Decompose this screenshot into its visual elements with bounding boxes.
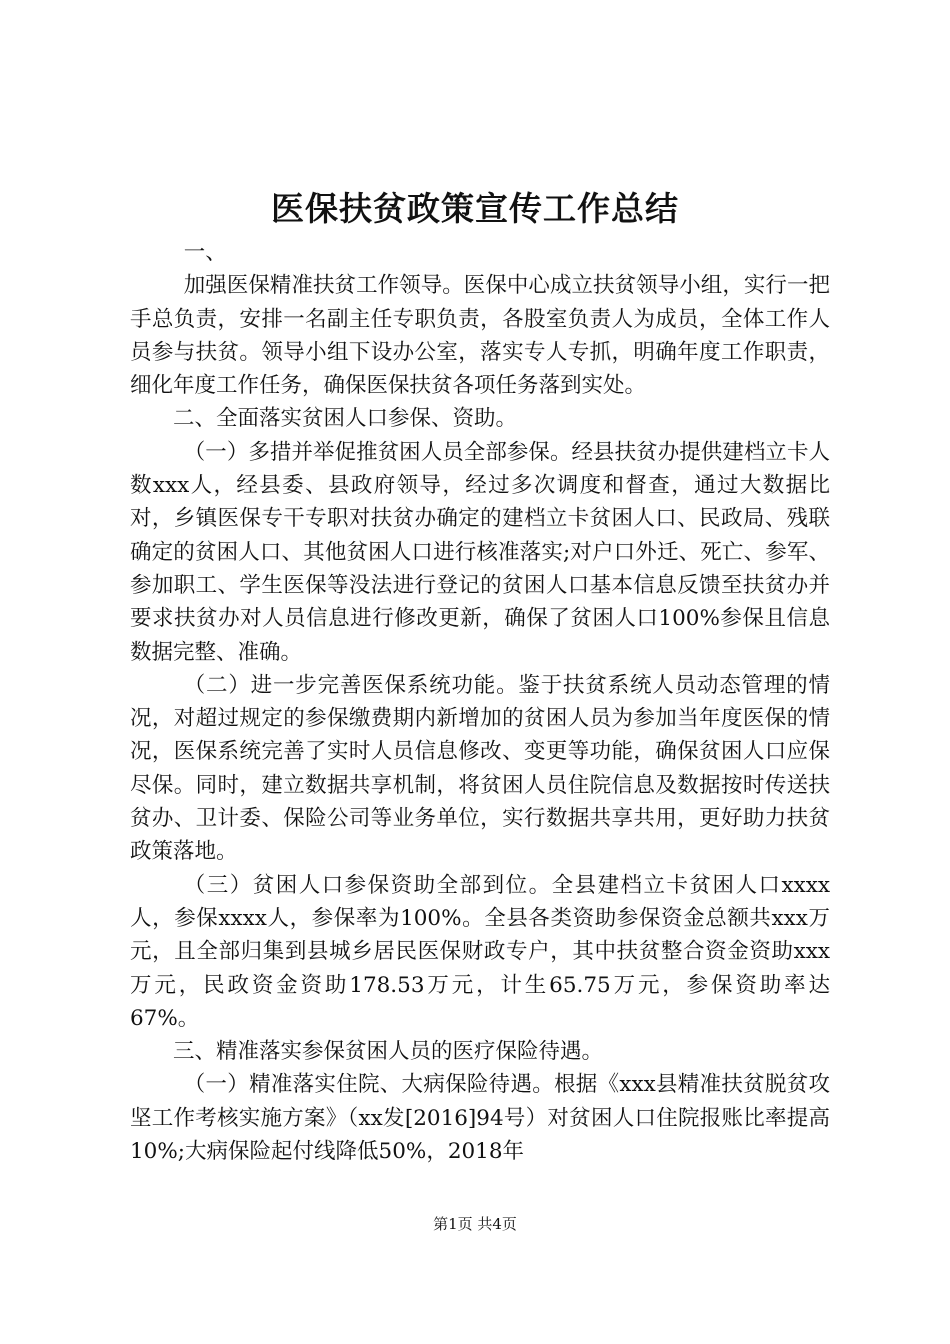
paragraph: （三）贫困人口参保资助全部到位。全县建档立卡贫困人口xxxx人，参保xxxx人，参保率为100%。全县各类资助参保资金总额共xxx万元，且全部归集到县城乡居民医保财政专户，其中扶贫整合资金资助xxx万元，民政资金资助178.53万元，计生65.75万元，参保资助率达67%。 [130, 872, 830, 1031]
page-footer: 第1页 共4页 [433, 1215, 517, 1233]
section-heading-3: 三、精准落实参保贫困人员的医疗保险待遇。 [173, 1039, 604, 1065]
section-heading-2: 二、全面落实贫困人口参保、资助。 [173, 406, 518, 432]
document-title: 医保扶贫政策宣传工作总结 [271, 189, 679, 228]
document-body [130, 236, 830, 1168]
paragraph: （二）进一步完善医保系统功能。鉴于扶贫系统人员动态管理的情况，对超过规定的参保缴费期内新增加的贫困人员为参加当年度医保的情况，医保系统完善了实时人员信息修改、变更等功能，确保贫困人口应保尽保。同时，建立数据共享机制，将贫困人员住院信息及数据按时传送扶贫办、卫计委、保险公司等业务单位，实行数据共享共用，更好助力扶贫政策落地。 [130, 672, 830, 865]
paragraph: （一）多措并举促推贫困人员全部参保。经县扶贫办提供建档立卡人数xxx人，经县委、县政府领导，经过多次调度和督查，通过大数据比对，乡镇医保专干专职对扶贫办确定的建档立卡贫困人口、民政局、残联确定的贫困人口、其他贫困人口进行核准落实;对户口外迁、死亡、参军、参加职工、学生医保等没法进行登记的贫困人口基本信息反馈至扶贫办并要求扶贫办对人员信息进行修改更新，确保了贫困人口100%参保且信息数据完整、准确。 [130, 439, 830, 665]
paragraph: （一）精准落实住院、大病保险待遇。根据《xxx县精准扶贫脱贫攻坚工作考核实施方案》（xx发[2016]94号）对贫困人口住院报账比率提高10%;大病保险起付线降低50%，2018年 [130, 1072, 830, 1165]
section-heading-1: 一、 [183, 240, 227, 265]
paragraph: 加强医保精准扶贫工作领导。医保中心成立扶贫领导小组，实行一把手总负责，安排一名副主任专职负责，各股室负责人为成员，全体工作人员参与扶贫。领导小组下设办公室，落实专人专抓，明确年度工作职责，细化年度工作任务，确保医保扶贫各项任务落到实处。 [130, 273, 830, 399]
